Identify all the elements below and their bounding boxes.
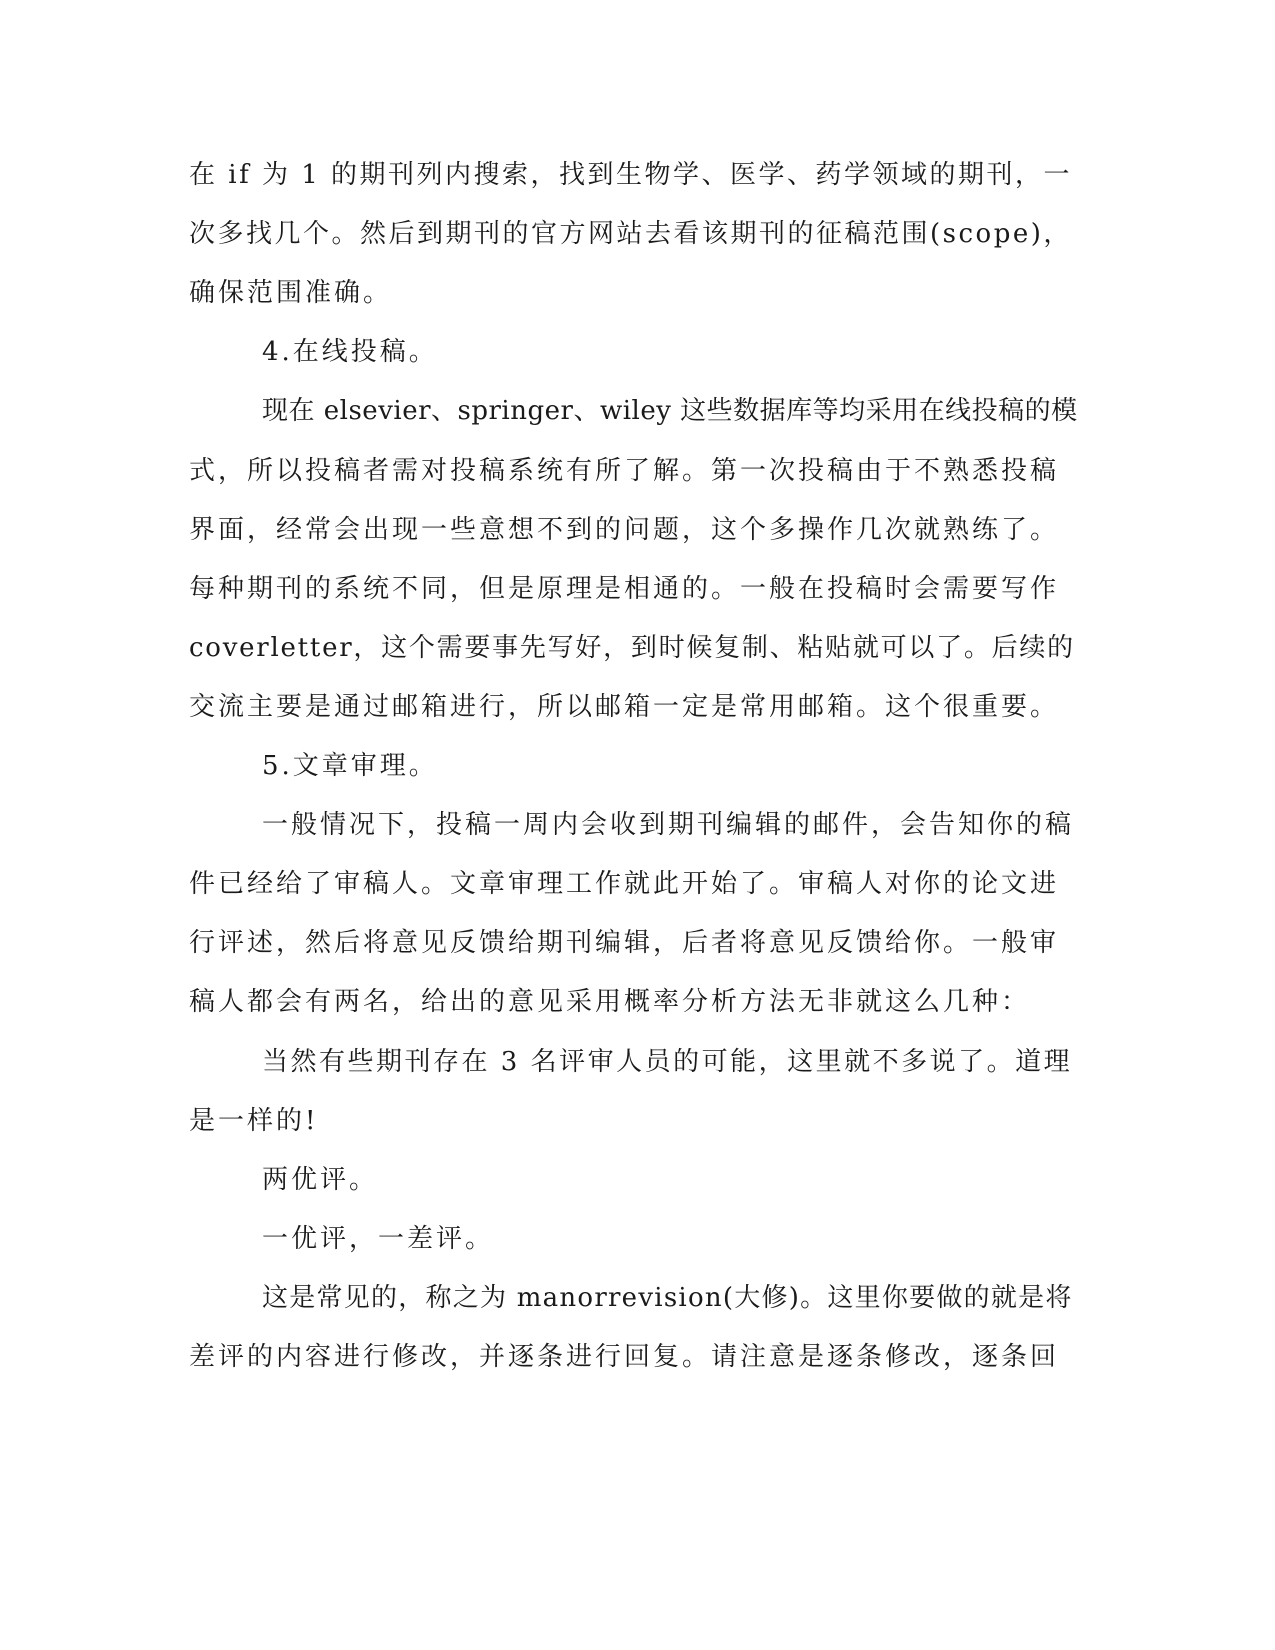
text-line: 当然有些期刊存在 3 名评审人员的可能，这里就不多说了。道理	[262, 1046, 1073, 1077]
text-line: 件已经给了审稿人。文章审理工作就此开始了。审稿人对你的论文进	[189, 869, 1060, 900]
text-line: 这是常见的，称之为 manorrevision(大修)。这里你要做的就是将	[262, 1282, 1073, 1313]
text-line: 交流主要是通过邮箱进行，所以邮箱一定是常用邮箱。这个很重要。	[189, 691, 1060, 722]
text-line: 差评的内容进行修改，并逐条进行回复。请注意是逐条修改，逐条回	[189, 1342, 1060, 1372]
text-line: 一般情况下，投稿一周内会收到期刊编辑的邮件，会告知你的稿	[262, 810, 1075, 841]
text-line: 确保范围准确。	[189, 278, 393, 309]
text-line: 在 if 为 1 的期刊列内搜索，找到生物学、医学、药学领域的期刊，一	[189, 160, 1073, 190]
text-line: 次多找几个。然后到期刊的官方网站去看该期刊的征稿范围(scope)，	[189, 219, 1072, 250]
text-line: 式，所以投稿者需对投稿系统有所了解。第一次投稿由于不熟悉投稿	[189, 455, 1060, 486]
text-line: 5.文章审理。	[262, 751, 438, 781]
text-line: 行评述，然后将意见反馈给期刊编辑，后者将意见反馈给你。一般审	[189, 928, 1060, 959]
text-line: 一优评，一差评。	[262, 1223, 495, 1254]
text-line: 两优评。	[262, 1164, 379, 1195]
text-line: 现在 elsevier、springer、wiley 这些数据库等均采用在线投稿的模	[262, 396, 1078, 427]
text-line: coverletter，这个需要事先写好，到时候复制、粘贴就可以了。后续的	[189, 632, 1075, 663]
text-line: 是一样的!	[189, 1105, 319, 1136]
text-line: 界面，经常会出现一些意想不到的问题，这个多操作几次就熟练了。	[189, 514, 1060, 545]
text-line: 稿人都会有两名，给出的意见采用概率分析方法无非就这么几种：	[189, 987, 1031, 1018]
text-line: 4.在线投稿。	[262, 337, 438, 368]
text-line: 每种期刊的系统不同，但是原理是相通的。一般在投稿时会需要写作	[189, 573, 1060, 604]
